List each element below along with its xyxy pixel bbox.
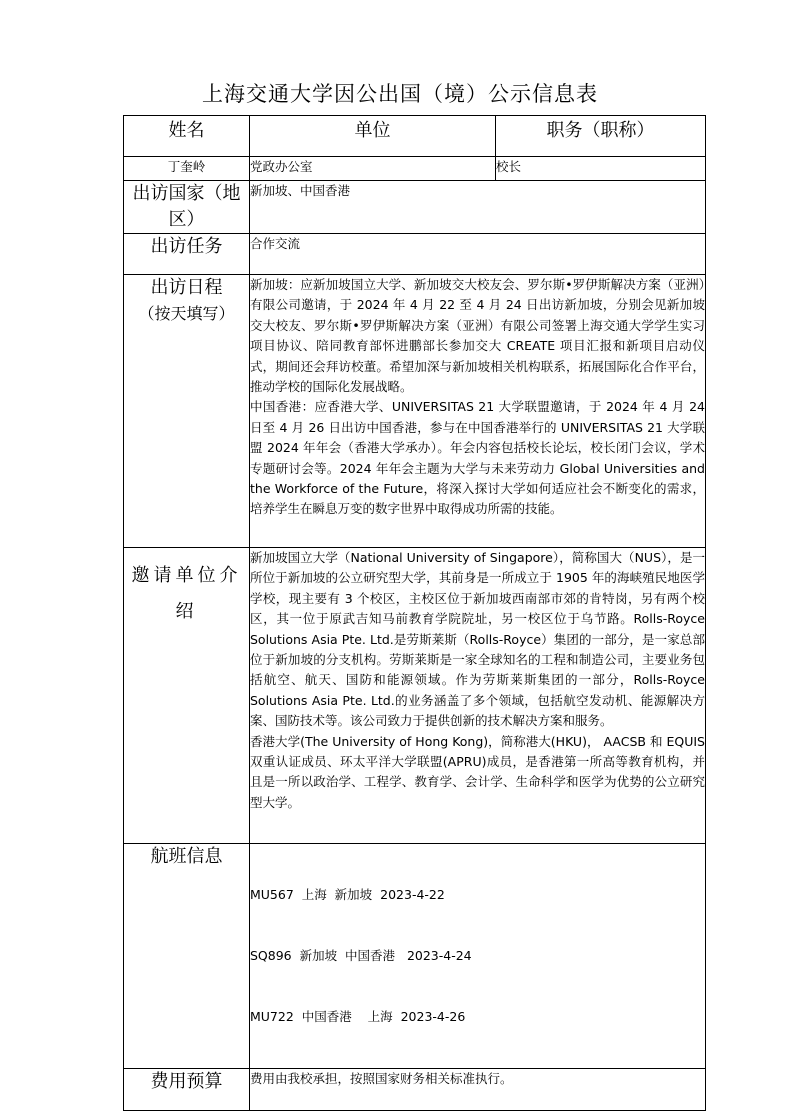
schedule-sublabel: （按天填写） (138, 304, 235, 323)
country-value: 新加坡、中国香港 (250, 181, 706, 234)
name-header: 姓名 (124, 116, 250, 157)
flights-value (250, 844, 706, 1069)
inviter-value (250, 548, 706, 844)
person-name: 丁奎岭 (124, 157, 250, 181)
budget-value: 费用由我校承担，按照国家财务相关标准执行。 (250, 1069, 706, 1111)
unit-header: 单位 (250, 116, 496, 157)
schedule-value (250, 275, 706, 548)
flights-label: 航班信息 (124, 844, 250, 1069)
schedule-paragraph: 新加坡：应新加坡国立大学、新加坡交大校友会、罗尔斯•罗伊斯解决方案（亚洲）有限公司邀请，于 2024 年 4 月 22 至 4 月 24 日出访新加坡，分别会见新加坡交大校友、罗尔斯•罗伊斯解决方案（亚洲）有限公司签署上海交通大学学生实习项目协议、陪同教育部怀进鹏部长参加交大 CREATE 项目汇报和新项目启动仪式，期间还会拜访校董。希望加深与新加坡相关机构联系，拓展国际化合作平台，推动学校的国际化发展战略。 (250, 277, 705, 395)
task-label: 出访任务 (124, 234, 250, 275)
person-unit: 党政办公室 (250, 157, 496, 181)
disclosure-table (123, 115, 706, 1111)
inviter-paragraph: 新加坡国立大学（National University of Singapore），简称国大（NUS），是一所位于新加坡的公立研究型大学，其前身是一所成立于 1905 年的海峡殖民地医学学校，现主要有 3 个校区，主校区位于新加坡西南部市郊的肯特岗，另有两个校区，其一位于原武吉知马前教育学院院址，另一校区位于乌节路。Rolls-Royce Solutions Asia Pte. Ltd.是劳斯莱斯（Rolls-Royce）集团的一部分，是一家总部位于新加坡的分支机构。劳斯莱斯是一家全球知名的工程和制造公司，主要业务包括航空、航天、国防和能源领域。作为劳斯莱斯集团的一部分，Rolls-Royce Solutions Asia Pte. Ltd.的业务涵盖了多个领域，包括航空发动机、能源解决方案、国防技术等。该公司致力于提供创新的技术解决方案和服务。 (250, 550, 705, 729)
inviter-paragraph: 香港大学(The University of Hong Kong)，简称港大(HKU)， AACSB 和 EQUIS 双重认证成员、环太平洋大学联盟(APRU)成员，是香港第一所高等教育机构，并且是一所以政治学、工程学、教育学、会计学、生命科学和医学为优势的公立研究型大学。 (250, 733, 705, 810)
country-row (124, 181, 706, 234)
page-title: 上海交通大学因公出国（境）公示信息表 (202, 82, 598, 106)
header-row (124, 116, 706, 157)
schedule-label-cell (124, 275, 250, 548)
position-header: 职务（职称） (496, 116, 706, 157)
task-value: 合作交流 (250, 234, 706, 275)
person-position: 校长 (496, 157, 706, 181)
schedule-row (124, 275, 706, 548)
flight-line: SQ896 新加坡 中国香港 2023-4-24 (250, 948, 472, 964)
task-row (124, 234, 706, 275)
schedule-label: 出访日程 (150, 277, 223, 298)
inviter-label: 邀请单位介绍 (124, 548, 250, 844)
schedule-paragraph: 中国香港：应香港大学、UNIVERSITAS 21 大学联盟邀请，于 2024 年 4 月 24 日至 4 月 26 日出访中国香港，参与在中国香港举行的 UNIVERSITAS 21 大学联盟 2024 年年会（香港大学承办）。年会内容包括校长论坛，校长闭门会议，学术专题研讨会等。2024 年年会主题为大学与未来劳动力 Global Universities and the Workforce of the Future，将深入探讨大学如何适应社会不断变化的需求，培养学生在瞬息万变的数字世界中取得成功所需的技能。 (250, 399, 705, 517)
budget-label: 费用预算 (124, 1069, 250, 1111)
country-label: 出访国家（地区） (124, 181, 250, 234)
budget-row (124, 1069, 706, 1111)
flight-line: MU722 中国香港 上海 2023-4-26 (250, 1009, 466, 1025)
flights-row (124, 844, 706, 1069)
flight-line: MU567 上海 新加坡 2023-4-22 (250, 886, 445, 902)
person-row (124, 157, 706, 181)
inviter-row (124, 548, 706, 844)
